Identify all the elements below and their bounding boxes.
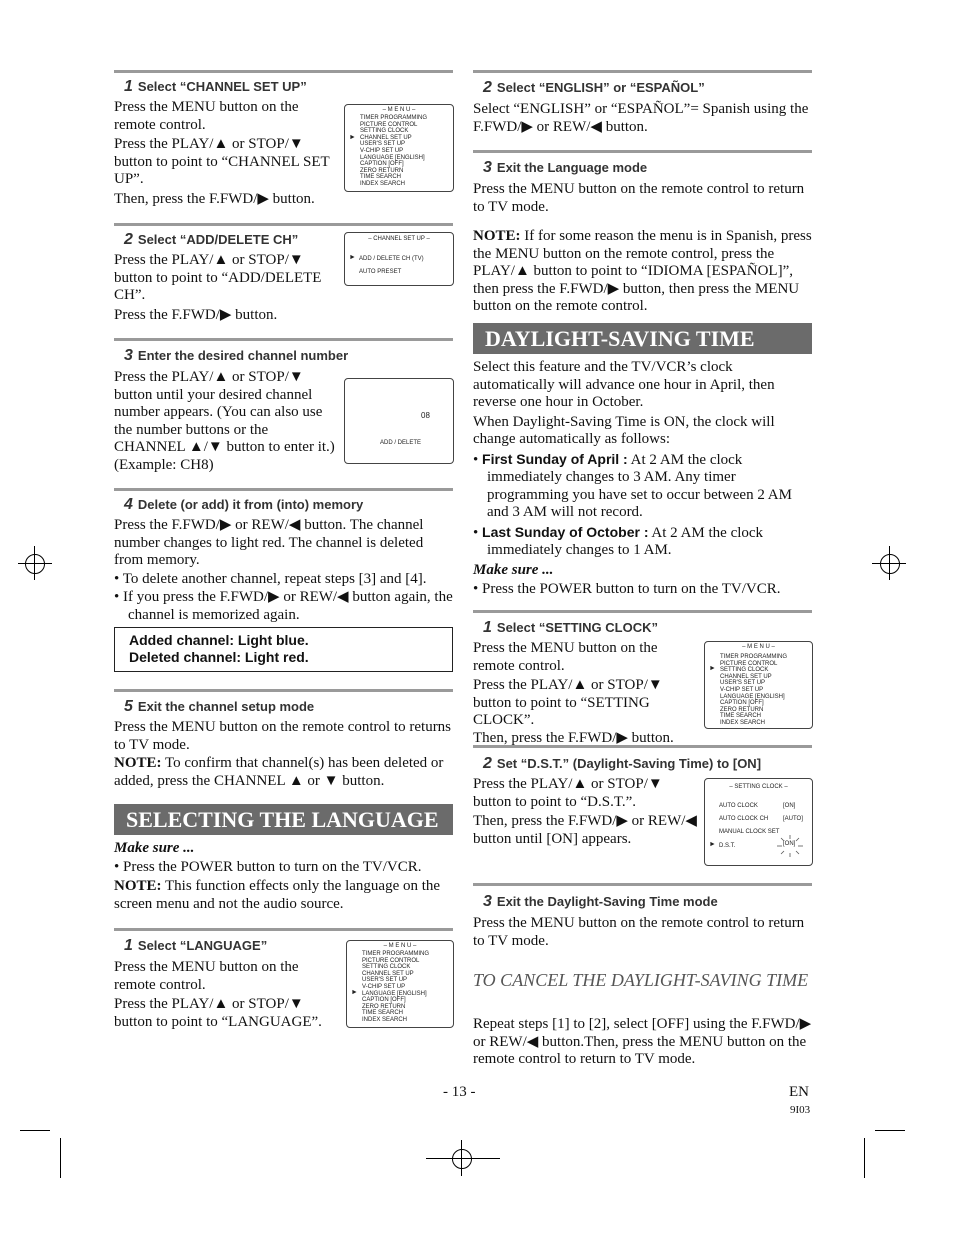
channel-color-note: Added channel: Light blue. Deleted channel: Light red. <box>114 627 453 672</box>
cancel-dst-heading: TO CANCEL THE DAYLIGHT-SAVING TIME <box>473 970 809 990</box>
section-rule <box>114 223 453 226</box>
cursor-arrow-icon: ► <box>709 841 716 848</box>
add-delete-osd-screen: 08 ADD / DELETE <box>344 378 454 464</box>
section-rule <box>114 338 453 341</box>
step-heading: 5 Exit the channel setup mode <box>124 698 315 715</box>
selecting-language-banner: SELECTING THE LANGUAGE <box>114 804 453 835</box>
step-text: Press the MENU button on the remote control. Press the PLAY/▲ or STOP/▼ button to point to “CHANNEL SET UP”. Then, press the F.FWD/▶ button. <box>114 99 330 207</box>
crop-mark <box>20 1130 50 1131</box>
step-text: Select “ENGLISH” or “ESPAÑOL”= Spanish using the F.FWD/▶ or REW/◀ button. <box>473 101 809 135</box>
section-rule <box>114 928 453 931</box>
page-number: - 13 - <box>443 1084 476 1100</box>
step-heading: 4 Delete (or add) it from (into) memory <box>124 496 364 513</box>
cursor-arrow-icon: ► <box>709 665 716 672</box>
document-code: 9I03 <box>790 1104 811 1116</box>
cursor-arrow-icon: ► <box>351 989 358 996</box>
step-heading: 1 Select “LANGUAGE” <box>124 937 268 954</box>
menu-osd-screen: – M E N U – TIMER PROGRAMMING PICTURE CONTROL SETTING CLOCK CHANNEL SET UP USER'S SET UP V-CHIP SET UP LANGUAGE [ENGLISH] CAPTION [OFF] ZERO RETURN TIME SEARCH INDEX SEARCH ► <box>344 104 454 192</box>
step-text: Press the MENU button on the remote control. Press the PLAY/▲ or STOP/▼ button to point to “LANGUAGE”. <box>114 959 322 1030</box>
step-heading: 3 Exit the Language mode <box>483 159 648 176</box>
step-text: Press the MENU button on the remote control to returns to TV mode. NOTE: To confirm that channel(s) has been deleted or added, press the CHANNEL ▲ or ▼ button. <box>114 719 452 789</box>
section-rule <box>473 883 812 886</box>
step-heading: 2 Select “ADD/DELETE CH” <box>124 231 299 248</box>
menu-osd-screen: – M E N U – TIMER PROGRAMMING PICTURE CONTROL SETTING CLOCK CHANNEL SET UP USER'S SET UP V-CHIP SET UP LANGUAGE [ENGLISH] CAPTION [OFF] ZERO RETURN TIME SEARCH INDEX SEARCH ► <box>704 641 813 729</box>
language-intro: Make sure ... • Press the POWER button to turn on the TV/VCR. NOTE: This function effects only the language on the screen menu and not the audio source. <box>114 840 441 912</box>
cursor-arrow-icon: ► <box>349 134 356 141</box>
language-code: EN <box>789 1084 809 1100</box>
dst-description: Select this feature and the TV/VCR’s clock automatically will advance one hour in April, then reverse one hour in October. When Daylight-Saving Time is ON, the clock will change automatically as follows: • First Sunday of April : At 2 AM the clock immediately changes to 3 AM. Any timer programming you have set to occur between 2 AM and 3 AM will not record. • Last Sunday of October : At 2 AM the clock immediately changes to 1 AM. Make sure ... • Press the POWER button to turn on the TV/VCR. <box>473 359 792 597</box>
step-heading: 2 Select “ENGLISH” or “ESPAÑOL” <box>483 79 705 96</box>
step-heading: 3 Exit the Daylight-Saving Time mode <box>483 893 718 910</box>
section-rule <box>114 488 453 491</box>
registration-mark-left <box>25 554 45 574</box>
crop-mark <box>18 563 52 564</box>
section-rule <box>114 689 453 692</box>
cancel-dst-text: Repeat steps [1] to [2], select [OFF] using the F.FWD/▶ or REW/◀ button.Then, press the MENU button on the remote control to return to TV mode. <box>473 1016 812 1067</box>
step-text: Press the MENU button on the remote control. Press the PLAY/▲ or STOP/▼ button to point to “SETTING CLOCK”. Then, press the F.FWD/▶ button. <box>473 640 674 746</box>
section-rule <box>473 70 812 73</box>
crop-mark <box>426 1158 500 1159</box>
crop-mark <box>872 563 906 564</box>
section-rule <box>114 70 453 73</box>
step-text: Press the PLAY/▲ or STOP/▼ button until your desired channel number appears. (You can also use the number buttons or the CHANNEL ▲/▼ button to enter it.) (Example: CH8) <box>114 369 335 473</box>
blinking-indicator-icon <box>773 834 807 858</box>
step-heading: 2 Set “D.S.T.” (Daylight-Saving Time) to [ON] <box>483 755 762 772</box>
section-rule <box>473 150 812 153</box>
setting-clock-osd-screen: – SETTING CLOCK – AUTO CLOCK [ON] AUTO CLOCK CH [AUTO] MANUAL CLOCK SET D.S.T. [ON] ► <box>704 778 813 866</box>
cursor-arrow-icon: ► <box>349 254 356 261</box>
menu-osd-screen: – M E N U – TIMER PROGRAMMING PICTURE CONTROL SETTING CLOCK CHANNEL SET UP USER'S SET UP V-CHIP SET UP LANGUAGE [ENGLISH] CAPTION [OFF] ZERO RETURN TIME SEARCH INDEX SEARCH ► <box>346 940 454 1028</box>
registration-mark-bottom <box>452 1149 472 1169</box>
step-heading: 1 Select “CHANNEL SET UP” <box>124 78 307 95</box>
crop-mark <box>875 1130 905 1131</box>
step-heading: 1 Select “SETTING CLOCK” <box>483 619 658 636</box>
registration-mark-right <box>880 554 900 574</box>
spanish-menu-note: NOTE: If for some reason the menu is in Spanish, press the MENU button on the remote control, press the PLAY/▲ button to point to “IDIOMA [ESPAÑOL]”, then press the F.FWD/▶ button, then press the MENU button on the remote control. <box>473 228 812 314</box>
step-heading: 3 Enter the desired channel number <box>124 347 349 364</box>
section-rule <box>473 610 812 613</box>
step-text: Press the MENU button on the remote control to return to TV mode. <box>473 915 805 949</box>
daylight-saving-banner: DAYLIGHT-SAVING TIME <box>473 323 812 354</box>
step-text: Press the PLAY/▲ or STOP/▼ button to point to “D.S.T.”. Then, press the F.FWD/▶ or REW/◀ button until [ON] appears. <box>473 776 697 847</box>
section-rule <box>473 745 812 748</box>
step-text: Press the PLAY/▲ or STOP/▼ button to point to “ADD/DELETE CH”. Press the F.FWD/▶ button. <box>114 252 322 323</box>
channel-setup-osd-screen: – CHANNEL SET UP – ADD / DELETE CH (TV) AUTO PRESET ► <box>344 232 454 286</box>
crop-mark <box>60 1138 61 1178</box>
step-text: Press the F.FWD/▶ or REW/◀ button. The channel number changes to light red. The channel is deleted from memory. • To delete another channel, repeat steps [3] and [4]. • If you press the F.FWD/▶ or REW/◀ button again, the channel is memorized again. <box>114 517 453 623</box>
crop-mark <box>864 1138 865 1178</box>
step-text: Press the MENU button on the remote control to return to TV mode. <box>473 181 805 215</box>
